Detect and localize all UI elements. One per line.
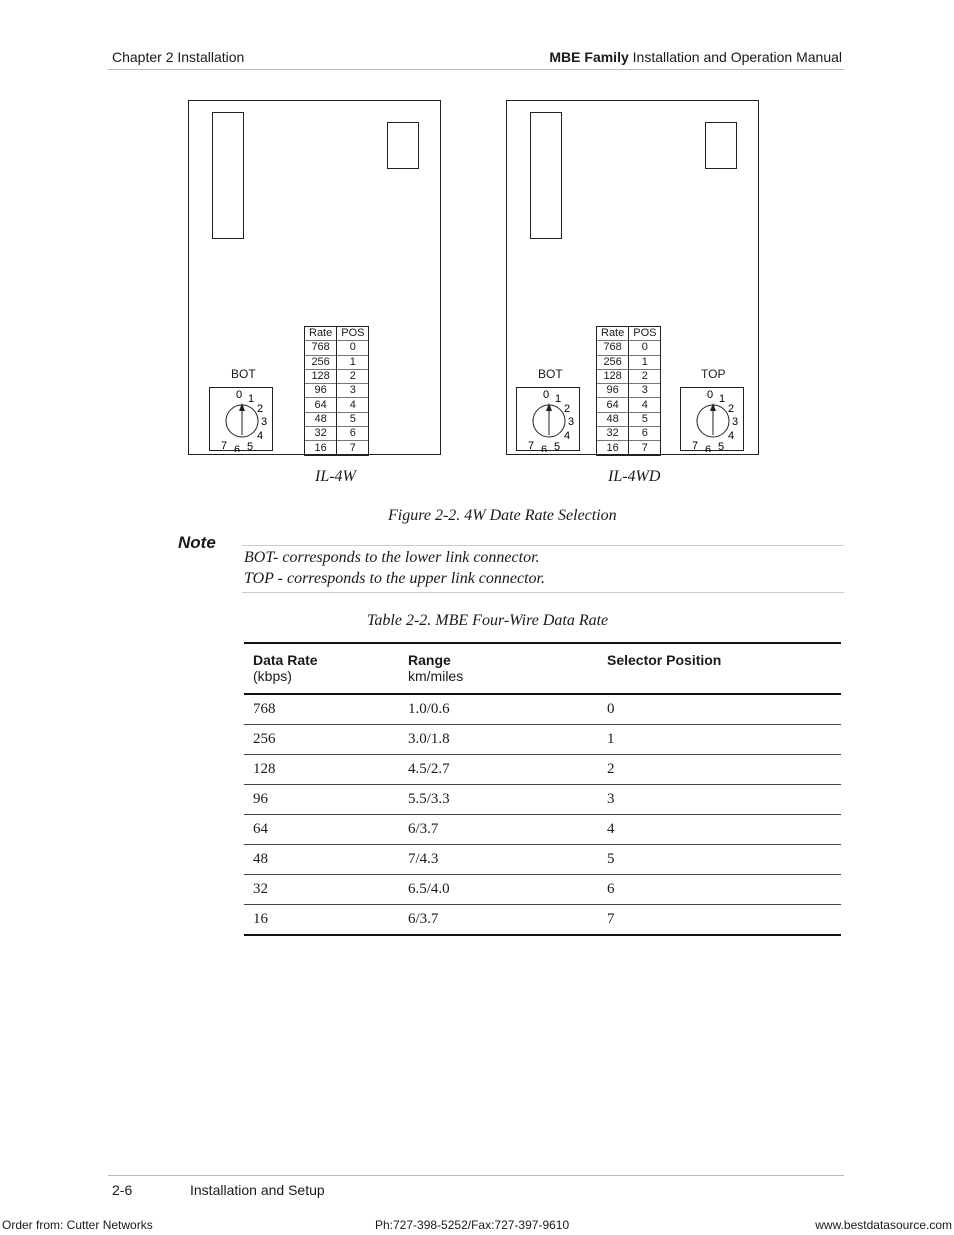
pos-cell: 1 (337, 355, 369, 369)
rate-cell: 32 (597, 427, 629, 441)
selector-position-cell: 3 (598, 785, 841, 815)
selector-position-cell: 1 (598, 725, 841, 755)
note-line-bot: BOT- corresponds to the lower link connector. (244, 549, 540, 566)
pos-cell: 5 (337, 412, 369, 426)
table-row (244, 785, 841, 815)
column-header-data-rate: Data Rate (kbps) (244, 643, 399, 694)
data-rate-cell: 96 (244, 785, 399, 815)
board-name-il-4w: IL-4W (315, 468, 356, 485)
dial-position-number: 2 (727, 403, 735, 415)
selector-position-cell: 5 (598, 845, 841, 875)
pos-cell: 0 (629, 341, 661, 355)
note-title: Note (178, 533, 216, 552)
rate-pos-table (304, 326, 369, 456)
dial-position-number: 5 (717, 441, 725, 452)
rotary-selector-dial (516, 387, 580, 451)
range-cell: 4.5/2.7 (399, 755, 598, 785)
pos-cell: 1 (629, 355, 661, 369)
manual-family-name: MBE Family (549, 49, 629, 65)
bot-label: BOT (538, 367, 563, 381)
rate-cell: 256 (597, 355, 629, 369)
footer-rule (108, 1175, 844, 1176)
rate-cell: 96 (597, 384, 629, 398)
selector-position-cell: 6 (598, 875, 841, 905)
rate-cell: 128 (305, 369, 337, 383)
data-rate-cell: 768 (244, 694, 399, 725)
rate-header: Rate (597, 327, 629, 341)
data-rate-cell: 48 (244, 845, 399, 875)
dial-position-number: 7 (527, 440, 535, 452)
pos-cell: 2 (337, 369, 369, 383)
dial-position-number: 5 (553, 441, 561, 452)
dial-pointer-arrow-icon (239, 403, 245, 411)
dial-position-number: 6 (233, 444, 241, 452)
pos-cell: 3 (629, 384, 661, 398)
column-header-selector-position: Selector Position (598, 643, 841, 694)
range-cell: 1.0/0.6 (399, 694, 598, 725)
pos-cell: 7 (337, 441, 369, 455)
pos-header: POS (337, 327, 369, 341)
range-cell: 6/3.7 (399, 815, 598, 845)
dial-position-number: 1 (554, 393, 562, 405)
rate-cell: 16 (305, 441, 337, 455)
note-top-rule (242, 545, 844, 546)
dial-graphic (517, 388, 581, 452)
dial-position-number: 0 (706, 389, 714, 401)
rate-cell: 48 (305, 412, 337, 426)
dial-position-number: 1 (247, 393, 255, 405)
data-rate-cell: 64 (244, 815, 399, 845)
running-header-chapter: Chapter 2 Installation (112, 49, 245, 65)
selector-position-cell: 4 (598, 815, 841, 845)
dial-position-number: 0 (235, 389, 243, 401)
table-row (244, 875, 841, 905)
bot-label: BOT (231, 367, 256, 381)
data-rate-cell: 32 (244, 875, 399, 905)
dial-position-number: 5 (246, 441, 254, 452)
dial-position-number: 3 (567, 416, 575, 428)
column-header-range: Range km/miles (399, 643, 598, 694)
dial-position-number: 2 (256, 403, 264, 415)
rate-cell: 64 (597, 398, 629, 412)
pos-header: POS (629, 327, 661, 341)
dial-graphic (210, 388, 274, 452)
pos-cell: 7 (629, 441, 661, 455)
rate-cell: 96 (305, 384, 337, 398)
dial-position-number: 0 (542, 389, 550, 401)
range-cell: 7/4.3 (399, 845, 598, 875)
selector-position-cell: 2 (598, 755, 841, 785)
footer-section: Installation and Setup (190, 1182, 325, 1198)
running-header-manual (549, 49, 842, 65)
rate-cell: 768 (597, 341, 629, 355)
dial-position-number: 1 (718, 393, 726, 405)
note-bottom-rule (242, 592, 844, 593)
manual-title-rest: Installation and Operation Manual (628, 49, 842, 65)
top-label: TOP (701, 367, 726, 381)
board-il-4w (188, 100, 441, 455)
range-cell: 5.5/3.3 (399, 785, 598, 815)
dial-position-number: 2 (563, 403, 571, 415)
dial-position-number: 4 (563, 430, 571, 442)
connector-slot (212, 112, 244, 239)
data-rate-cell: 128 (244, 755, 399, 785)
pos-cell: 4 (629, 398, 661, 412)
order-from: Order from: Cutter Networks (2, 1218, 153, 1232)
pos-cell: 5 (629, 412, 661, 426)
rate-pos-table (596, 326, 661, 456)
rate-cell: 128 (597, 369, 629, 383)
figure-caption: Figure 2-2. 4W Date Rate Selection (388, 507, 617, 524)
rate-cell: 16 (597, 441, 629, 455)
pos-cell: 6 (337, 427, 369, 441)
range-cell: 6.5/4.0 (399, 875, 598, 905)
range-cell: 3.0/1.8 (399, 725, 598, 755)
pos-cell: 4 (337, 398, 369, 412)
rate-cell: 768 (305, 341, 337, 355)
rate-header: Rate (305, 327, 337, 341)
connector-block (705, 122, 737, 169)
dial-pointer-arrow-icon (710, 403, 716, 411)
range-cell: 6/3.7 (399, 905, 598, 936)
dial-pointer-arrow-icon (546, 403, 552, 411)
order-phone-fax: Ph:727-398-5252/Fax:727-397-9610 (375, 1218, 570, 1232)
data-rate-table (244, 642, 841, 936)
data-rate-cell: 16 (244, 905, 399, 936)
pos-cell: 0 (337, 341, 369, 355)
table-row (244, 725, 841, 755)
rate-cell: 256 (305, 355, 337, 369)
dial-position-number: 7 (691, 440, 699, 452)
table-row (244, 694, 841, 725)
order-website: www.bestdatasource.com (815, 1218, 952, 1232)
table-row (244, 905, 841, 936)
table-row (244, 755, 841, 785)
dial-position-number: 6 (540, 444, 548, 452)
data-rate-cell: 256 (244, 725, 399, 755)
selector-position-cell: 7 (598, 905, 841, 936)
rotary-selector-dial (209, 387, 273, 451)
dial-position-number: 3 (260, 416, 268, 428)
rate-cell: 64 (305, 398, 337, 412)
table-caption: Table 2-2. MBE Four-Wire Data Rate (367, 612, 609, 629)
dial-graphic (681, 388, 745, 452)
pos-cell: 3 (337, 384, 369, 398)
connector-slot (530, 112, 562, 239)
connector-block (387, 122, 419, 169)
rotary-selector-dial (680, 387, 744, 451)
dial-position-number: 7 (220, 440, 228, 452)
table-row (244, 815, 841, 845)
dial-position-number: 3 (731, 416, 739, 428)
header-rule (108, 69, 844, 70)
selector-position-cell: 0 (598, 694, 841, 725)
board-name-il-4wd: IL-4WD (608, 468, 661, 485)
rate-cell: 48 (597, 412, 629, 426)
board-il-4wd (506, 100, 759, 455)
dial-position-number: 6 (704, 444, 712, 452)
pos-cell: 2 (629, 369, 661, 383)
table-row (244, 845, 841, 875)
note-line-top: TOP - corresponds to the upper link connector. (244, 570, 546, 587)
pos-cell: 6 (629, 427, 661, 441)
rate-cell: 32 (305, 427, 337, 441)
dial-position-number: 4 (727, 430, 735, 442)
page-number: 2-6 (112, 1182, 133, 1198)
dial-position-number: 4 (256, 430, 264, 442)
